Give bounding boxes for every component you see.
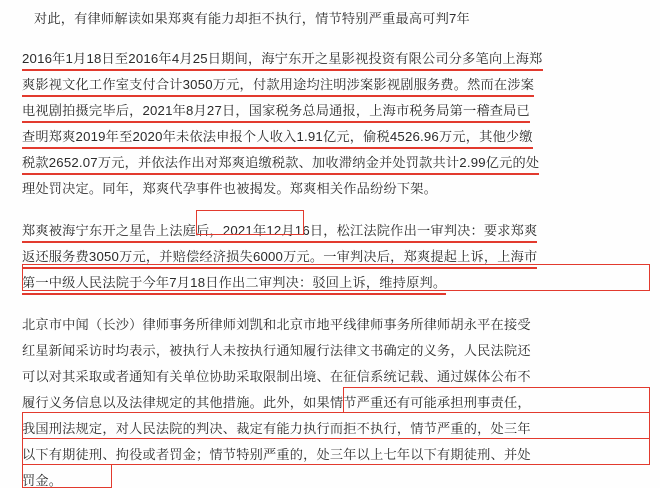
paragraph-2-line-2 — [22, 244, 646, 270]
paragraph-3-line-3 — [22, 364, 646, 390]
paragraph-3-line-1 — [22, 312, 646, 338]
paragraph-3-line-2 — [22, 338, 646, 364]
paragraph-1-line-2-text: 爽影视文化工作室支付合计3050万元，付款用途均注明涉案影视剧服务费。然而在涉案 — [22, 72, 534, 98]
paragraph-3-line-4-text: 履行义务信息以及法律规定的其他措施。此外，如果情节严重还有可能承担刑事责任， — [22, 395, 531, 410]
paragraph-2-line-3 — [22, 270, 646, 296]
paragraph-3-line-3-text: 可以对其采取或者通知有关单位协助采取限制出境、在征信系统记载、通过媒体公布不 — [22, 369, 531, 384]
paragraph-1-line-6 — [22, 176, 646, 202]
paragraph-1-line-3 — [22, 98, 646, 124]
paragraph-1-line-1-text: 2016年1月18日至2016年4月25日期间，海宁东开之星影视投资有限公司分多笔向上海郑 — [22, 46, 543, 72]
paragraph-1-line-1 — [22, 46, 646, 72]
paragraph-2-line-2-text: 返还服务费3050万元，并赔偿经济损失6000万元。一审判决后，郑爽提起上诉，上海市 — [22, 244, 537, 270]
paragraph-3-line-7 — [22, 468, 646, 494]
paragraph-3-line-4 — [22, 390, 646, 416]
paragraph-3-line-6 — [22, 442, 646, 468]
paragraph-1-line-3-text: 电视剧拍摄完毕后，2021年8月27日，国家税务总局通报，上海市税务局第一稽查局已 — [22, 98, 530, 124]
paragraph-3 — [22, 312, 646, 494]
paragraph-2 — [22, 218, 646, 296]
paragraph-2-line-3-text: 第一中级人民法院于今年7月18日作出二审判决：驳回上诉，维持原判。 — [22, 270, 446, 296]
paragraph-3-line-5-text: 我国刑法规定，对人民法院的判决、裁定有能力执行而拒不执行，情节严重的，处三年 — [22, 421, 531, 436]
lead-line-text: 对此，有律师解读如果郑爽有能力却拒不执行，情节特别严重最高可判7年 — [34, 11, 470, 26]
paragraph-3-line-6-text: 以下有期徒刑、拘役或者罚金；情节特别严重的，处三年以上七年以下有期徒刑、并处 — [22, 447, 531, 462]
paragraph-1-line-4-text: 查明郑爽2019年至2020年未依法申报个人收入1.91亿元，偷税4526.96万元，其他少缴 — [22, 124, 533, 150]
paragraph-3-line-7-text: 罚金。 — [22, 473, 63, 488]
paragraph-3-line-5 — [22, 416, 646, 442]
paragraph-1-line-6-text: 理处罚决定。同年，郑爽代孕事件也被揭发。郑爽相关作品纷纷下架。 — [22, 181, 438, 196]
paragraph-1-line-2 — [22, 72, 646, 98]
paragraph-2-line-1-text: 郑爽被海宁东开之星告上法庭后，2021年12月16日，松江法院作出一审判决：要求郑爽 — [22, 218, 537, 244]
paragraph-3-line-1-text: 北京市中闻（长沙）律师事务所律师刘凯和北京市地平线律师事务所律师胡永平在接受 — [22, 317, 531, 332]
paragraph-3-line-2-text: 红星新闻采访时均表示，被执行人未按执行通知履行法律文书确定的义务，人民法院还 — [22, 343, 531, 358]
paragraph-2-line-1 — [22, 218, 646, 244]
lead-line — [34, 6, 646, 32]
paragraph-1-line-5 — [22, 150, 646, 176]
paragraph-1 — [22, 46, 646, 202]
paragraph-1-line-4 — [22, 124, 646, 150]
paragraph-1-line-5-text: 税款2652.07万元，并依法作出对郑爽追缴税款、加收滞纳金并处罚款共计2.99亿元的处 — [22, 150, 539, 176]
